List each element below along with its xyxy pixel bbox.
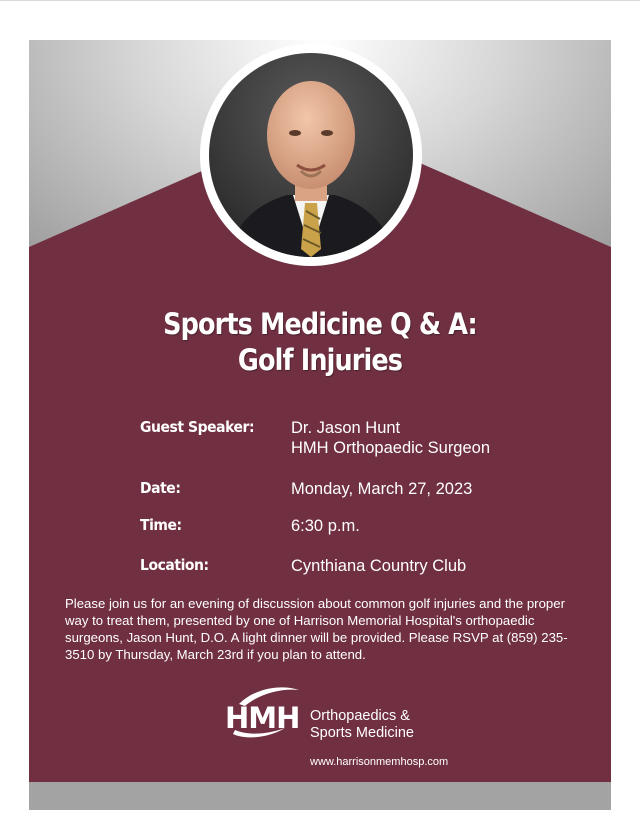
- speaker-portrait: [209, 53, 413, 257]
- time-label: Time:: [140, 516, 182, 534]
- hmh-logo-mark: HMH: [225, 701, 300, 735]
- footer-bar: [29, 782, 611, 810]
- guest-speaker-title: HMH Orthopaedic Surgeon: [291, 439, 491, 457]
- speaker-photo: [200, 44, 422, 266]
- hmh-logo: [225, 684, 435, 740]
- event-title-line-1: Sports Medicine Q & A:: [163, 307, 477, 341]
- event-description: Please join us for an evening of discussion about common golf injuries and the proper way to treat them, presented by one of Harrison Memorial Hospital's orthopaedic surgeons, Jason Hunt, D.O. A light dinner will be provided. Please RSVP at (859) 235-3510 by Thursday, March 23rd if you plan to attend.: [65, 596, 568, 662]
- website-url[interactable]: www.harrisonmemhosp.com: [310, 756, 449, 768]
- logo-line-sports-medicine: Sports Medicine: [310, 725, 414, 741]
- event-flyer: [29, 40, 611, 810]
- event-title-line-2: Golf Injuries: [237, 343, 403, 377]
- logo-line-orthopaedics: Orthopaedics &: [310, 708, 410, 724]
- guest-speaker-label: Guest Speaker:: [140, 418, 255, 436]
- guest-speaker-name: Dr. Jason Hunt: [291, 419, 401, 437]
- location-value: Cynthiana Country Club: [291, 557, 467, 575]
- date-value: Monday, March 27, 2023: [291, 480, 473, 498]
- time-value: 6:30 p.m.: [291, 517, 360, 535]
- location-label: Location:: [140, 556, 209, 574]
- top-rule: [0, 0, 640, 1]
- date-label: Date:: [140, 479, 181, 497]
